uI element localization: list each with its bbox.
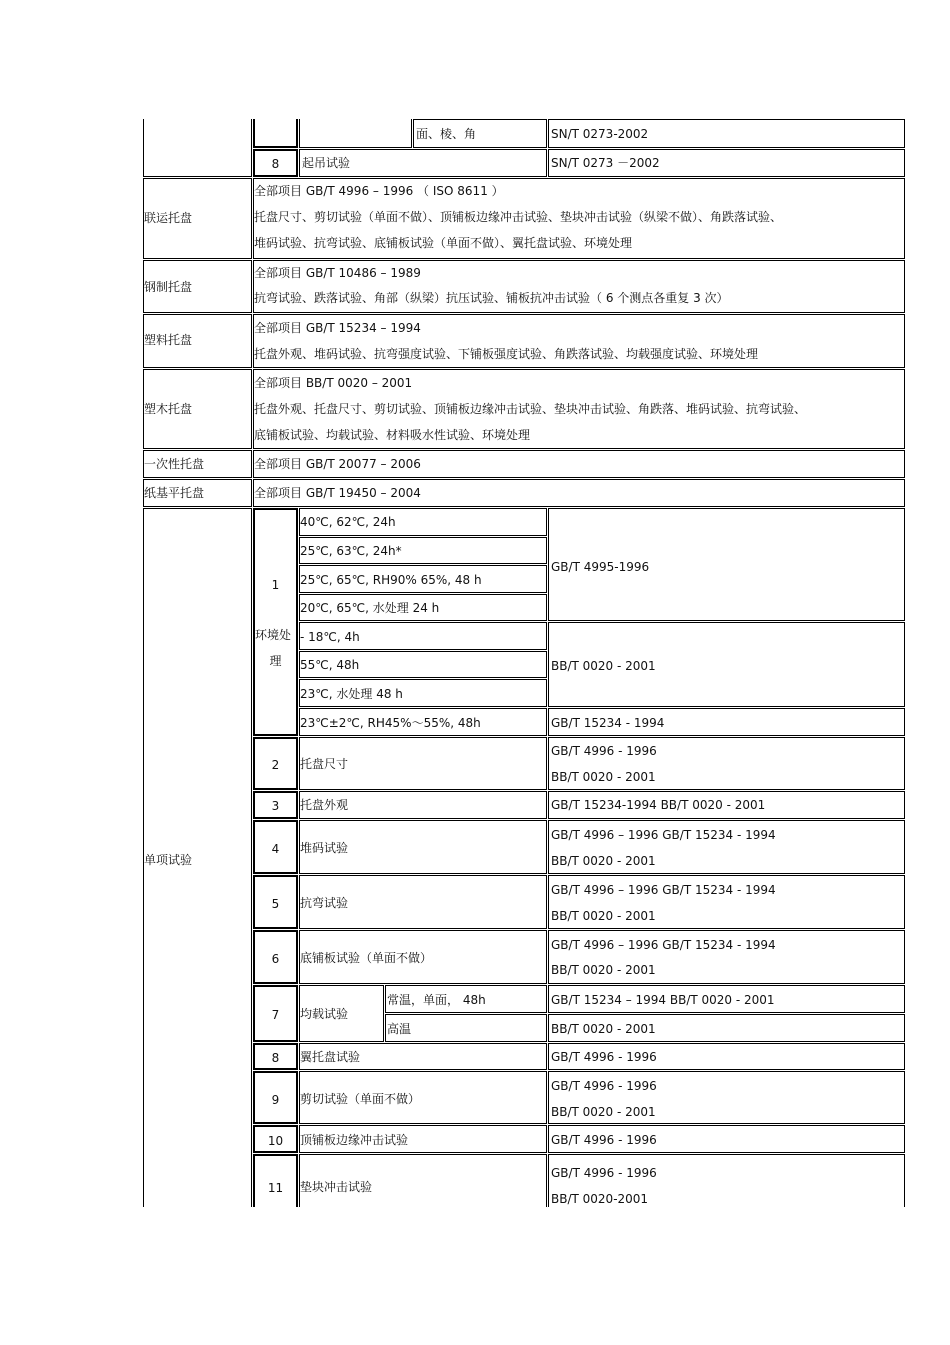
row-number-cell xyxy=(253,1071,298,1124)
row-std: BB/T 0020 - 2001 xyxy=(551,909,656,923)
row-label-cell xyxy=(299,930,547,984)
row-number-cell xyxy=(253,1154,298,1207)
env-condition: 40℃, 62℃, 24h xyxy=(300,515,396,529)
row-label-cell xyxy=(299,1071,547,1124)
section-line: 全部项目 BB/T 0020 – 2001 xyxy=(254,376,413,390)
row-std: GB/T 4996 – 1996 GB/T 15234 - 1994 xyxy=(551,883,776,897)
section-name: 一次性托盘 xyxy=(144,457,205,471)
row-std-cell xyxy=(548,930,905,984)
section-line: 托盘外观、托盘尺寸、剪切试验、顶铺板边缘冲击试验、垫块冲击试验、角跌落、堆码试验、抗弯试验、 xyxy=(254,402,807,416)
env-condition: 55℃, 48h xyxy=(300,658,360,672)
env-condition: 25℃, 63℃, 24h* xyxy=(300,544,402,558)
section-line: 托盘外观、堆码试验、抗弯强度试验、下铺板强度试验、角跌落试验、均载强度试验、环境处理 xyxy=(254,347,759,361)
section-line: 底铺板试验、均载试验、材料吸水性试验、环境处理 xyxy=(254,428,531,442)
section-line: 全部项目 GB/T 4996 – 1996 （ ISO 8611 ） xyxy=(254,184,504,198)
row-number: 5 xyxy=(271,897,280,911)
env-condition-cell xyxy=(299,594,547,621)
row-label: 托盘外观 xyxy=(300,798,349,812)
row-number-cell xyxy=(253,930,298,984)
row-number-cell xyxy=(253,119,298,148)
row-label: 均载试验 xyxy=(300,1007,349,1021)
row-std-cell xyxy=(548,149,905,177)
section-content-cell xyxy=(253,178,905,259)
section-line: 抗弯试验、跌落试验、角部（纵梁）抗压试验、铺板抗冲击试验（ 6 个测点各重复 3 次） xyxy=(254,291,729,305)
row-std: GB/T 4996 - 1996 xyxy=(551,1079,657,1093)
row-std: BB/T 0020 - 2001 xyxy=(551,1105,656,1119)
env-condition: - 18℃, 4h xyxy=(300,630,360,644)
row-label-cell xyxy=(299,820,547,874)
row-number-cell xyxy=(253,875,298,929)
section-name-cell xyxy=(143,260,252,313)
row-number: 8 xyxy=(271,1051,280,1065)
row-sub-cell xyxy=(385,985,547,1013)
section-line: 全部项目 GB/T 20077 – 2006 xyxy=(254,457,421,471)
env-condition-cell xyxy=(299,679,547,707)
row-std: GB/T 4996 - 1996 xyxy=(551,1050,657,1064)
env-std: GB/T 15234 - 1994 xyxy=(551,716,665,730)
row-label: 抗弯试验 xyxy=(300,896,349,910)
env-condition-cell xyxy=(299,537,547,564)
row8-std: SN/T 0273 －2002 xyxy=(551,156,660,170)
row-std-cell xyxy=(548,1154,905,1207)
row-label: 剪切试验（单面不做） xyxy=(300,1092,421,1106)
row-label-cell xyxy=(299,1043,547,1070)
row-number-cell xyxy=(253,508,298,736)
section-line: 全部项目 GB/T 19450 – 2004 xyxy=(254,486,421,500)
section-name-cell xyxy=(143,369,252,449)
section-name: 纸基平托盘 xyxy=(144,486,205,500)
section-content-cell xyxy=(253,479,905,507)
row-number: 10 xyxy=(267,1134,284,1148)
category-cell xyxy=(143,119,252,177)
row-label-cell xyxy=(299,791,547,819)
row-number: 6 xyxy=(271,952,280,966)
row-std-cell xyxy=(548,985,905,1013)
row-label: 顶铺板边缘冲击试验 xyxy=(300,1133,409,1147)
section-name-cell xyxy=(143,314,252,368)
row-std: BB/T 0020-2001 xyxy=(551,1192,649,1206)
row-label: 堆码试验 xyxy=(300,841,349,855)
row-number-cell xyxy=(253,820,298,874)
env-condition-cell xyxy=(299,622,547,650)
env-label: 理 xyxy=(269,654,282,668)
section-content-cell xyxy=(253,450,905,478)
row-std: GB/T 15234 – 1994 BB/T 0020 - 2001 xyxy=(551,993,775,1007)
env-condition-cell xyxy=(299,651,547,678)
env-condition: 23℃, 水处理 48 h xyxy=(300,687,403,701)
section-content-cell xyxy=(253,260,905,313)
section-name-cell xyxy=(143,450,252,478)
section-name: 塑料托盘 xyxy=(144,333,193,347)
env-std-cell xyxy=(548,622,905,707)
section-name-cell xyxy=(143,178,252,259)
row-std-cell xyxy=(548,119,905,148)
row-std-cell xyxy=(548,1071,905,1124)
row-std: BB/T 0020 - 2001 xyxy=(551,854,656,868)
row-number-cell xyxy=(253,737,298,790)
row-std: GB/T 15234-1994 BB/T 0020 - 2001 xyxy=(551,798,766,812)
row-std: BB/T 0020 - 2001 xyxy=(551,963,656,977)
env-label: 环境处 xyxy=(255,628,292,642)
row-label: 托盘尺寸 xyxy=(300,757,349,771)
row-std-cell xyxy=(548,1125,905,1153)
row-sub-cell xyxy=(413,119,547,148)
row-sub-cell xyxy=(385,1014,547,1042)
row8-label: 起吊试验 xyxy=(302,156,351,170)
row-number-cell xyxy=(253,1125,298,1153)
env-condition: 23℃±2℃, RH45%～55%, 48h xyxy=(300,716,481,730)
row-number: 2 xyxy=(271,758,280,772)
section-name-cell xyxy=(143,508,252,1207)
row-number: 7 xyxy=(271,1008,280,1022)
section-content-cell xyxy=(253,369,905,449)
env-std: GB/T 4995-1996 xyxy=(551,560,650,574)
row-label: 翼托盘试验 xyxy=(300,1050,361,1064)
row-std: BB/T 0020 - 2001 xyxy=(551,1022,656,1036)
row-face-std: SN/T 0273-2002 xyxy=(551,127,649,141)
env-condition-cell xyxy=(299,508,547,536)
row-label-cell xyxy=(299,1154,547,1207)
row-std: BB/T 0020 - 2001 xyxy=(551,770,656,784)
env-condition-cell xyxy=(299,708,547,736)
row-face-label: 面、棱、角 xyxy=(416,127,477,141)
row-label-cell xyxy=(299,119,412,148)
row-std: GB/T 4996 – 1996 GB/T 15234 - 1994 xyxy=(551,828,776,842)
row-sub-label: 高温 xyxy=(387,1022,412,1036)
row-number: 11 xyxy=(267,1181,284,1195)
row8-number: 8 xyxy=(271,157,280,171)
section-line: 托盘尺寸、剪切试验（单面不做）、顶铺板边缘冲击试验、垫块冲击试验（纵梁不做）、角跌落试验、 xyxy=(254,210,783,224)
section-name-cell xyxy=(143,479,252,507)
row-label-cell xyxy=(299,149,547,177)
env-condition-cell xyxy=(299,565,547,593)
env-number: 1 xyxy=(271,578,280,592)
section-line: 堆码试验、抗弯试验、底铺板试验（单面不做）、翼托盘试验、环境处理 xyxy=(254,236,633,250)
env-condition: 25℃, 65℃, RH90% 65%, 48 h xyxy=(300,573,482,587)
env-std-cell xyxy=(548,508,905,621)
row-number-cell xyxy=(253,1043,298,1070)
row-std-cell xyxy=(548,737,905,790)
row-sub-label: 常温，单面， 48h xyxy=(387,993,486,1007)
section-name: 塑木托盘 xyxy=(144,402,193,416)
row-std-cell xyxy=(548,1043,905,1070)
row-std: GB/T 4996 - 1996 xyxy=(551,1133,657,1147)
section-name: 联运托盘 xyxy=(144,211,193,225)
row-std-cell xyxy=(548,791,905,819)
row-label: 底铺板试验（单面不做） xyxy=(300,951,433,965)
row-std: GB/T 4996 – 1996 GB/T 15234 - 1994 xyxy=(551,938,776,952)
env-std: BB/T 0020 - 2001 xyxy=(551,659,656,673)
section-name: 单项试验 xyxy=(144,853,193,867)
row-label-cell xyxy=(299,1125,547,1153)
row-label: 垫块冲击试验 xyxy=(300,1180,373,1194)
section-line: 全部项目 GB/T 10486 – 1989 xyxy=(254,266,421,280)
section-content-cell xyxy=(253,314,905,368)
row-std: GB/T 4996 - 1996 xyxy=(551,744,657,758)
row-std-cell xyxy=(548,820,905,874)
row-number: 4 xyxy=(271,842,280,856)
section-line: 全部项目 GB/T 15234 – 1994 xyxy=(254,321,421,335)
row-std-cell xyxy=(548,1014,905,1042)
row-label-cell xyxy=(299,875,547,929)
row-label-cell xyxy=(299,985,384,1042)
row-number: 3 xyxy=(271,799,280,813)
row-number-cell xyxy=(253,149,298,177)
row-number-cell xyxy=(253,985,298,1042)
row-std: GB/T 4996 - 1996 xyxy=(551,1166,657,1180)
row-std-cell xyxy=(548,875,905,929)
row-number: 9 xyxy=(271,1093,280,1107)
env-std-cell xyxy=(548,708,905,736)
row-number-cell xyxy=(253,791,298,819)
row-label-cell xyxy=(299,737,547,790)
env-condition: 20℃, 65℃, 水处理 24 h xyxy=(300,601,440,615)
section-name: 钢制托盘 xyxy=(144,280,193,294)
